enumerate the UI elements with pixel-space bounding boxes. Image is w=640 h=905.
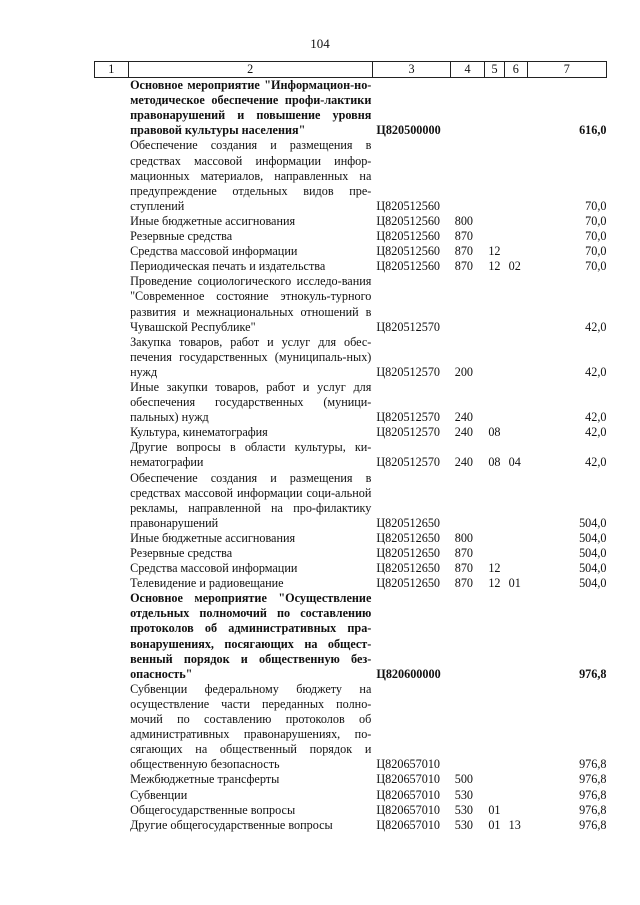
row-subsection	[505, 772, 527, 787]
row-amount: 42,0	[585, 319, 607, 334]
row-subsection	[505, 561, 527, 576]
table-body	[95, 78, 607, 833]
row-expense-type: 870	[454, 229, 474, 244]
row-section	[484, 531, 504, 546]
row-name: Субвенции	[130, 787, 188, 802]
row-name: Иные закупки товаров, работ и услуг для обеспечения государственных (муници-пальных) нужд	[130, 379, 372, 425]
row-code: Ц820657010	[376, 772, 441, 787]
row-name: Телевидение и радиовещание	[130, 576, 284, 591]
row-amount: 42,0	[585, 364, 607, 379]
row-amount: 70,0	[585, 198, 607, 213]
row-section: 01	[488, 817, 501, 832]
row-code: Ц820657010	[376, 802, 441, 817]
column-header-5: 5	[484, 62, 504, 78]
row-amount: 504,0	[579, 515, 607, 530]
row-subsection	[505, 380, 527, 425]
row-expense-type	[451, 274, 485, 334]
row-section	[484, 788, 504, 803]
row-amount: 976,8	[579, 772, 607, 787]
table-row	[95, 818, 607, 833]
row-code: Ц820512570	[376, 319, 441, 334]
page-number: 104	[310, 36, 330, 51]
row-amount: 42,0	[585, 455, 607, 470]
row-section	[484, 335, 504, 380]
row-code: Ц820657010	[376, 787, 441, 802]
row-subsection	[505, 531, 527, 546]
row-section	[484, 138, 504, 213]
row-amount: 70,0	[585, 213, 607, 228]
row-code: Ц820512650	[376, 576, 441, 591]
row-code: Ц820512560	[376, 213, 441, 228]
row-section: 12	[488, 561, 501, 576]
row-amount: 504,0	[579, 530, 607, 545]
first-column-cell	[95, 591, 129, 682]
first-column-cell	[95, 214, 129, 229]
row-subsection: 02	[508, 259, 521, 274]
row-section	[484, 471, 504, 531]
row-code: Ц820512560	[376, 229, 441, 244]
row-name: Обеспечение создания и размещения в средствах массовой информации инфор-мационных материалов, направленных на предупреждение отдельных видов пре-ступлений	[130, 138, 372, 213]
row-expense-type: 870	[454, 576, 474, 591]
first-column-cell	[95, 259, 129, 274]
row-name: Периодическая печать и издательства	[130, 259, 326, 274]
row-expense-type: 240	[454, 410, 474, 425]
row-subsection	[505, 138, 527, 213]
row-expense-type	[451, 591, 485, 682]
row-amount: 70,0	[585, 244, 607, 259]
table-row	[95, 682, 607, 773]
table-row	[95, 531, 607, 546]
row-subsection	[505, 425, 527, 440]
first-column-cell	[95, 772, 129, 787]
row-amount: 976,8	[579, 787, 607, 802]
row-subsection: 04	[508, 455, 521, 470]
first-column-cell	[95, 425, 129, 440]
row-subsection	[505, 335, 527, 380]
row-amount: 70,0	[585, 259, 607, 274]
first-column-cell	[95, 803, 129, 818]
table-row	[95, 214, 607, 229]
first-column-cell	[95, 531, 129, 546]
row-code: Ц820512650	[376, 515, 441, 530]
table-row	[95, 138, 607, 213]
first-column-cell	[95, 78, 129, 139]
table-row	[95, 425, 607, 440]
row-section	[484, 229, 504, 244]
row-subsection	[505, 682, 527, 773]
table-row	[95, 803, 607, 818]
row-code: Ц820512650	[376, 546, 441, 560]
table-row	[95, 274, 607, 334]
row-name: Средства массовой информации	[130, 561, 298, 576]
column-header-4: 4	[451, 62, 485, 78]
table-row	[95, 244, 607, 259]
row-section	[484, 682, 504, 773]
row-subsection	[505, 591, 527, 682]
row-section	[484, 546, 504, 561]
row-code: Ц820512570	[376, 410, 441, 425]
row-amount: 616,0	[579, 123, 607, 138]
row-section	[484, 78, 504, 139]
row-name: Иные бюджетные ассигнования	[130, 530, 296, 545]
row-section	[484, 214, 504, 229]
table-row	[95, 380, 607, 425]
row-subsection	[505, 274, 527, 334]
row-amount: 976,8	[579, 757, 607, 772]
column-header-3: 3	[372, 62, 450, 78]
row-code: Ц820512570	[376, 364, 441, 379]
row-code: Ц820512560	[376, 259, 441, 274]
row-expense-type	[451, 78, 485, 139]
row-expense-type	[451, 682, 485, 773]
row-code: Ц820512650	[376, 561, 441, 576]
row-name: Проведение социологического исследо-вания "Современное состояние этнокуль-турного развития и межнациональных отношений в Чувашской Республике"	[130, 274, 372, 334]
row-expense-type: 800	[454, 213, 474, 228]
row-section: 08	[488, 425, 501, 440]
row-subsection: 01	[508, 576, 521, 591]
row-subsection	[505, 214, 527, 229]
first-column-cell	[95, 788, 129, 803]
table-row	[95, 440, 607, 470]
row-amount: 504,0	[579, 546, 607, 560]
table-row	[95, 229, 607, 244]
first-column-cell	[95, 576, 129, 591]
row-name: Субвенции федеральному бюджету на осуществление части переданных полно-мочий по составлению протоколов об административных правонарушениях, по-сягающих на общественный порядок и общественную безопасность	[130, 681, 372, 772]
row-subsection	[505, 788, 527, 803]
row-expense-type: 530	[454, 787, 474, 802]
row-name: Общегосударственные вопросы	[130, 802, 296, 817]
row-expense-type: 800	[454, 530, 474, 545]
table-row	[95, 546, 607, 561]
table-row	[95, 772, 607, 787]
row-name: Межбюджетные трансферты	[130, 772, 280, 787]
row-subsection	[505, 229, 527, 244]
column-header-6: 6	[505, 62, 527, 78]
row-amount: 976,8	[579, 666, 607, 681]
row-name: Закупка товаров, работ и услуг для обес-печения государственных (муниципаль-ных) нужд	[130, 334, 372, 379]
row-name: Обеспечение создания и размещения в средствах массовой информации соци-альной рекламы, направленной на про-филактику правонарушений	[130, 470, 372, 530]
first-column-cell	[95, 546, 129, 561]
row-expense-type: 530	[454, 817, 474, 832]
row-subsection: 13	[508, 817, 521, 832]
row-expense-type: 200	[454, 364, 474, 379]
first-column-cell	[95, 440, 129, 470]
row-amount: 976,8	[579, 802, 607, 817]
row-section: 08	[488, 455, 501, 470]
row-name: Резервные средства	[130, 546, 233, 560]
row-name: Основное мероприятие "Осуществление отдельных полномочий по составлению протоколов об административных пра-вонарушениях, посягающих на общест-венный порядок и общественную без-опасность"	[130, 591, 372, 681]
table-row	[95, 259, 607, 274]
row-amount: 42,0	[585, 410, 607, 425]
row-subsection	[505, 244, 527, 259]
table-row	[95, 788, 607, 803]
row-section: 12	[488, 576, 501, 591]
row-section	[484, 380, 504, 425]
budget-table	[94, 61, 607, 833]
row-amount: 70,0	[585, 229, 607, 244]
row-name: Культура, кинематография	[130, 425, 268, 440]
row-code: Ц820512560	[376, 244, 441, 259]
row-subsection	[505, 803, 527, 818]
row-code: Ц820512650	[376, 530, 441, 545]
first-column-cell	[95, 274, 129, 334]
row-name: Резервные средства	[130, 229, 233, 244]
table-row	[95, 591, 607, 682]
row-code: Ц820512570	[376, 425, 441, 440]
table-row	[95, 561, 607, 576]
row-subsection	[505, 471, 527, 531]
row-expense-type: 870	[454, 244, 474, 259]
row-expense-type: 870	[454, 561, 474, 576]
row-amount: 504,0	[579, 561, 607, 576]
row-expense-type: 870	[454, 546, 474, 560]
row-name: Другие вопросы в области культуры, ки-нематографии	[130, 440, 372, 470]
row-name: Другие общегосударственные вопросы	[130, 817, 333, 832]
row-name: Средства массовой информации	[130, 244, 298, 259]
row-expense-type	[451, 471, 485, 531]
row-expense-type	[451, 138, 485, 213]
row-name: Основное мероприятие "Информацион-но-методическое обеспечение профи-лактики правонарушений и повышение уровня правовой культуры населения"	[130, 78, 372, 138]
first-column-cell	[95, 471, 129, 531]
first-column-cell	[95, 682, 129, 773]
column-header-7: 7	[527, 62, 606, 78]
row-amount: 504,0	[579, 576, 607, 591]
row-section	[484, 772, 504, 787]
row-section	[484, 591, 504, 682]
row-expense-type: 240	[454, 455, 474, 470]
row-name: Иные бюджетные ассигнования	[130, 213, 296, 228]
first-column-cell	[95, 380, 129, 425]
row-subsection	[505, 546, 527, 561]
row-code: Ц820512560	[376, 198, 441, 213]
first-column-cell	[95, 138, 129, 213]
first-column-cell	[95, 335, 129, 380]
row-amount: 42,0	[585, 425, 607, 440]
row-code: Ц820600000	[376, 666, 441, 681]
table-row	[95, 335, 607, 380]
row-section	[484, 274, 504, 334]
first-column-cell	[95, 561, 129, 576]
row-subsection	[505, 78, 527, 139]
row-expense-type: 870	[454, 259, 474, 274]
row-section: 12	[488, 259, 501, 274]
row-code: Ц820500000	[376, 123, 441, 138]
column-header-1: 1	[95, 62, 129, 78]
first-column-cell	[95, 818, 129, 833]
first-column-cell	[95, 229, 129, 244]
row-expense-type: 240	[454, 425, 474, 440]
row-code: Ц820657010	[376, 757, 441, 772]
table-row	[95, 471, 607, 531]
row-code: Ц820512570	[376, 455, 441, 470]
row-expense-type: 500	[454, 772, 474, 787]
table-row	[95, 78, 607, 139]
table-header-row	[95, 62, 607, 78]
column-header-2: 2	[128, 62, 372, 78]
first-column-cell	[95, 244, 129, 259]
table-row	[95, 576, 607, 591]
row-section: 01	[488, 802, 501, 817]
row-amount: 976,8	[579, 817, 607, 832]
row-code: Ц820657010	[376, 817, 441, 832]
row-expense-type: 530	[454, 802, 474, 817]
row-section: 12	[488, 244, 501, 259]
